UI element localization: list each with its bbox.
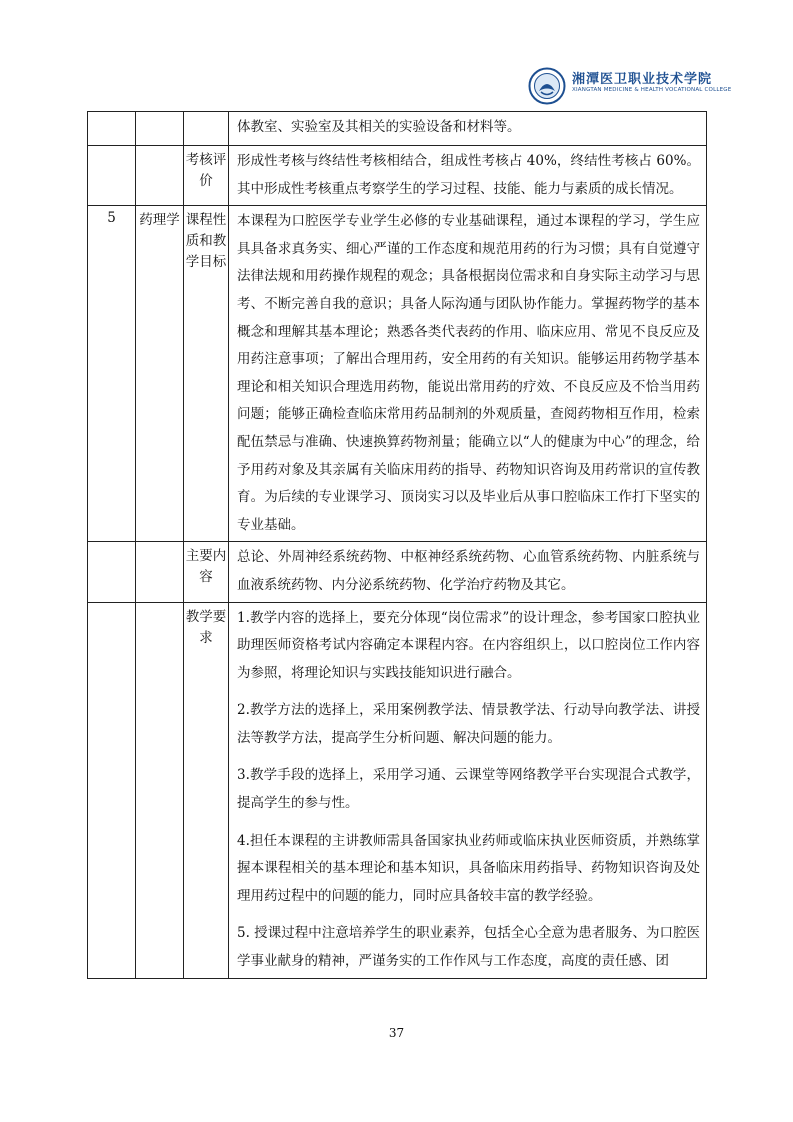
goal-label: 课程性质和教学目标 — [184, 206, 229, 542]
page-number: 37 — [388, 1026, 405, 1040]
table-row-main-content — [88, 542, 707, 602]
cell-course-span — [136, 542, 184, 602]
cell-number-span-2 — [88, 602, 136, 978]
logo-subtitle: XIANGTAN MEDICINE & HEALTH VOCATIONAL COLLEGE — [572, 87, 732, 93]
cell-course-empty-2 — [136, 146, 184, 206]
content-text: 总论、外周神经系统药物、中枢神经系统药物、心血管系统药物、内脏系统与血液系统药物、内分泌系统药物、化学治疗药物及其它。 — [229, 542, 707, 602]
cell-label-empty — [184, 112, 229, 146]
cell-number-span — [88, 542, 136, 602]
curriculum-table — [87, 111, 707, 979]
requirement-item: 3.教学手段的选择上，采用学习通、云课堂等网络教学平台实现混合式教学，提高学生的参与性。 — [237, 767, 700, 812]
content-label: 主要内容 — [184, 542, 229, 602]
course-name: 药理学 — [136, 206, 184, 542]
requirements-cell — [229, 602, 707, 978]
cell-number-empty-2 — [88, 146, 136, 206]
cell-course-span-2 — [136, 602, 184, 978]
cell-course-empty — [136, 112, 184, 146]
requirement-item: 1.教学内容的选择上，要充分体现“岗位需求”的设计理念，参考国家口腔执业助理医师资格考试内容确定本课程内容。在内容组织上，以口腔岗位工作内容为参照，将理论知识与实践技能知识进行融合。 — [237, 609, 700, 681]
requirement-item: 4.担任本课程的主讲教师需具备国家执业药师或临床执业医师资质，并熟练掌握本课程相关的基本理论和基本知识，具备临床用药指导、药物知识咨询及处理用药过程中的问题的能力，同时应具备较丰富的教学经验。 — [237, 832, 700, 904]
requirements-label: 教学要求 — [184, 602, 229, 978]
cell-continued-text: 体教室、实验室及其相关的实验设备和材料等。 — [229, 112, 707, 146]
college-logo — [528, 66, 732, 106]
cell-number-empty — [88, 112, 136, 146]
logo-name: 湘潭医卫职业技术学院 — [572, 72, 713, 87]
requirement-item: 2.教学方法的选择上，采用案例教学法、情景教学法、行动导向教学法、讲授法等教学方法，提高学生分析问题、解决问题的能力。 — [237, 702, 700, 746]
assessment-text: 形成性考核与终结性考核相结合，组成性考核占 40%，终结性考核占 60%。其中形成性考核重点考察学生的学习过程、技能、能力与素质的成长情况。 — [229, 146, 707, 206]
goal-text: 本课程为口腔医学专业学生必修的专业基础课程，通过本课程的学习，学生应具具备求真务实、细心严谨的工作态度和规范用药的行为习惯；具有自觉遵守法律法规和用药操作规程的观念；具备根据岗位需求和自身实际主动学习与思考、不断完善自我的意识；具备人际沟通与团队协作能力。掌握药物学的基本概念和理解其基本理论；熟悉各类代表药的作用、临床应用、常见不良反应及用药注意事项；了解出合理用药，安全用药的有关知识。能够运用药物学基本理论和相关知识合理选用药物，能说出常用药的疗效、不良反应及不恰当用药问题；能够正确检查临床常用药品制剂的外观质量，查阅药物相互作用，检索配伍禁忌与准确、快速换算药物剂量；能确立以“人的健康为中心”的理念，给予用药对象及其亲属有关临床用药的指导、药物知识咨询及用药常识的宣传教育。为后续的专业课学习、顶岗实习以及毕业后从事口腔临床工作打下坚实的专业基础。 — [229, 206, 707, 542]
course-number: 5 — [88, 206, 136, 542]
assessment-label: 考核评价 — [184, 146, 229, 206]
table-row-assessment — [88, 146, 707, 206]
college-emblem-icon — [528, 67, 566, 105]
requirement-item: 5. 授课过程中注意培养学生的职业素养，包括全心全意为患者服务、为口腔医学事业献身的精神，严谨务实的工作作风与工作态度，高度的责任感、团 — [237, 925, 700, 970]
table-row-teaching-requirements — [88, 602, 707, 978]
table-row-continued — [88, 112, 707, 146]
table-row-course-goal — [88, 206, 707, 542]
